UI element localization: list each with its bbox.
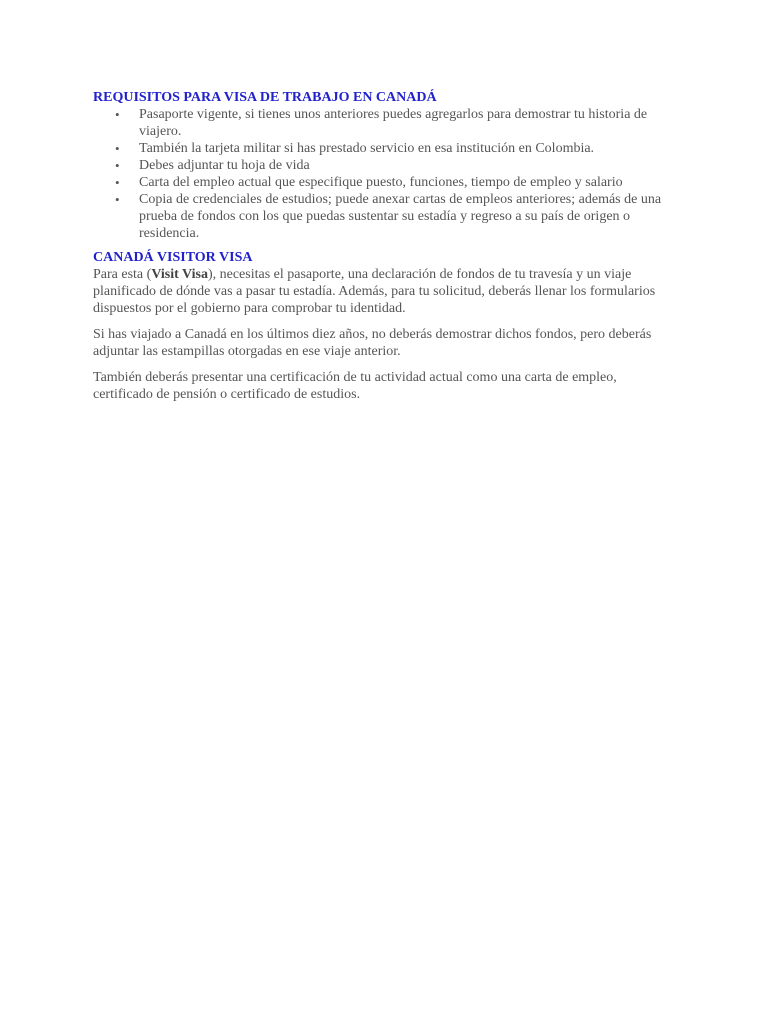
list-item: [93, 174, 673, 191]
list-item: [93, 157, 673, 174]
list-item-text: Copia de credenciales de estudios; puede anexar cartas de empleos anteriores; además de una prueba de fondos con los que puedas sustentar su estadía y regreso a su país de origen o residencia.: [139, 192, 662, 241]
list-item-text: También la tarjeta militar si has prestado servicio en esa institución en Colombia.: [139, 141, 595, 156]
list-item: [93, 191, 673, 242]
paragraph-visitor-visa-intro: [93, 266, 673, 317]
list-item-text: Pasaporte vigente, si tienes unos anteriores puedes agregarlos para demostrar tu historia de viajero.: [139, 107, 648, 139]
list-item-text: Carta del empleo actual que especifique puesto, funciones, tiempo de empleo y salario: [139, 175, 623, 190]
list-item-text: Debes adjuntar tu hoja de vida: [139, 158, 310, 173]
requirements-list: [93, 106, 673, 242]
list-item: [93, 106, 673, 140]
section-heading-visitor-visa: CANADÁ VISITOR VISA: [93, 250, 253, 265]
visit-visa-bold: Visit Visa: [151, 267, 208, 282]
section-heading-work-visa: REQUISITOS PARA VISA DE TRABAJO EN CANADÁ: [93, 90, 437, 105]
bullet-icon: •: [115, 141, 120, 156]
list-item: [93, 140, 673, 157]
document-page: [93, 89, 673, 412]
bullet-icon: •: [115, 158, 120, 173]
bullet-icon: •: [115, 192, 120, 207]
bullet-icon: •: [115, 175, 120, 190]
paragraph-certification: También deberás presentar una certificación de tu actividad actual como una carta de empleo, certificado de pensión o certificado de estudios.: [93, 370, 617, 402]
paragraph-prefix: Para esta (: [93, 267, 152, 282]
paragraph-suffix: ), necesitas el pasaporte, una declaración de fondos de tu travesía y un viaje planificado de dónde vas a pasar tu estadía. Además, para tu solicitud, deberás llenar los formularios dispuestos por el gobierno para comprobar tu identidad.: [93, 267, 656, 316]
paragraph-previous-travel: Si has viajado a Canadá en los últimos diez años, no deberás demostrar dichos fondos, pero deberás adjuntar las estampillas otorgadas en ese viaje anterior.: [93, 327, 652, 359]
bullet-icon: •: [115, 107, 120, 122]
